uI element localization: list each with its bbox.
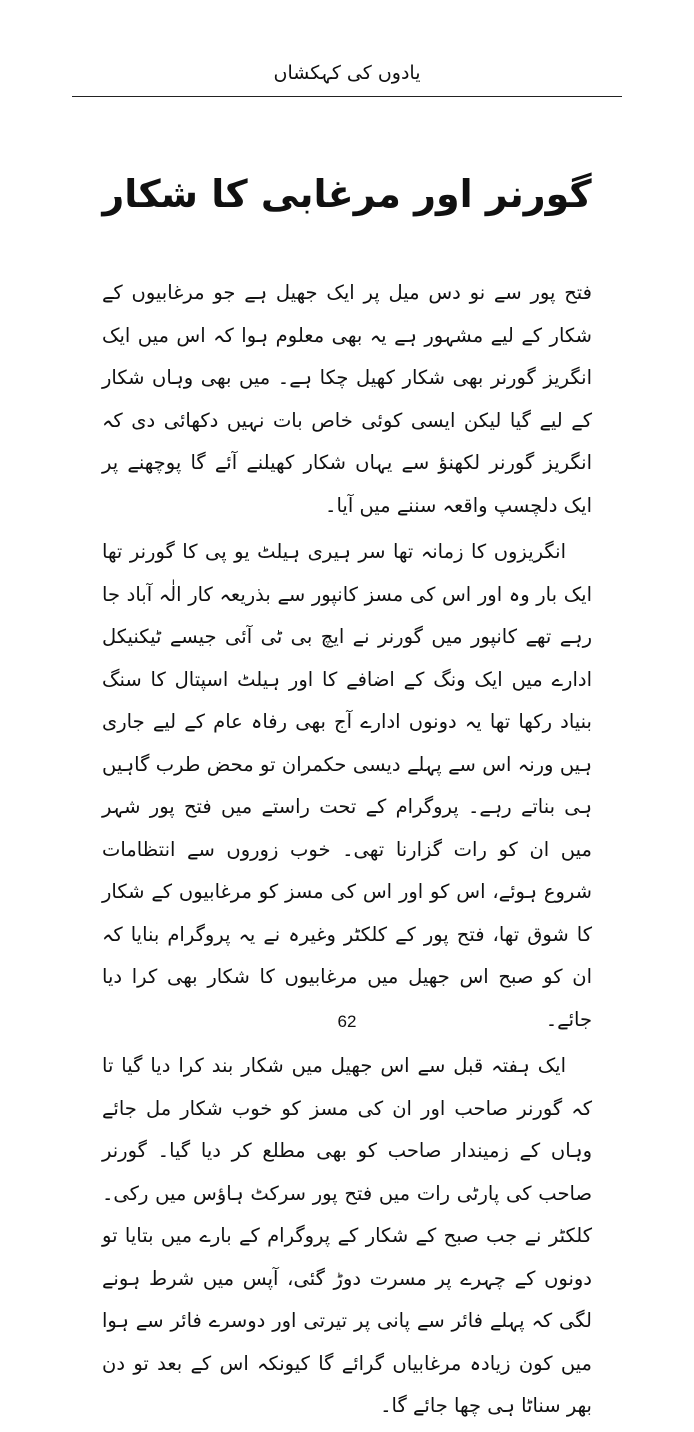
paragraph-3: ایک ہفتہ قبل سے اس جھیل میں شکار بند کرا دیا گیا تا کہ گورنر صاحب اور ان کی مسز کو خوب شکار مل جائے وہاں کے زمیندار صاحب کو بھی مطلع کر دیا گیا۔ گورنر صاحب کی پارٹی رات میں فتح پور سرکٹ ہاؤس میں رکی۔ کلکٹر نے جب صبح کے شکار کے پروگرام کے بارے میں بتایا تو دونوں کے چہرے پر مسرت دوڑ گئی، آپس میں شرط ہونے لگی کہ پہلے فائر سے پانی پر تیرتی اور دوسرے فائر سے ہوا میں کون زیادہ مرغابیاں گرائے گا کیونکہ اس کے بعد تو دن بھر سناٹا ہی چھا جائے گا۔ [102,1054,592,1417]
body-text [102,272,592,1432]
paragraph-2: انگریزوں کا زمانہ تھا سر ہیری ہیلٹ یو پی کا گورنر تھا ایک بار وہ اور اس کی مسز کانپور سے بذریعہ کار الٰہ آباد جا رہے تھے کانپور میں گورنر نے ایچ بی ٹی آئی جیسے ٹیکنیکل ادارے میں ایک ونگ کے اضافے کا اور ہیلٹ اسپتال کا سنگ بنیاد رکھا تھا یہ دونوں ادارے آج بھی رفاہ عام کے لیے جاری ہیں ورنہ اس سے پہلے دیسی حکمران تو محض طرب گاہیں ہی بناتے رہے۔ پروگرام کے تحت راستے میں فتح پور شہر میں ان کو رات گزارنا تھی۔ خوب زوروں سے انتظامات شروع ہوئے، اس کو اور اس کی مسز کو مرغابیوں کے شکار کا شوق تھا، فتح پور کے کلکٹر وغیرہ نے یہ پروگرام بنایا کہ ان کو صبح اس جھیل میں مرغابیوں کا شکار بھی کرا دیا جائے۔ [102,540,592,1031]
running-header: یادوں کی کہکشاں [273,62,421,84]
page-number: 62 [337,1012,357,1031]
paragraph-1: فتح پور سے نو دس میل پر ایک جھیل ہے جو مرغابیوں کے شکار کے لیے مشہور ہے یہ بھی معلوم ہوا کہ اس میں ایک انگریز گورنر بھی شکار کھیل چکا ہے۔ میں بھی وہاں شکار کے لیے گیا لیکن ایسی کوئی خاص بات نہیں دکھائی دی کہ انگریز گورنر لکھنؤ سے یہاں شکار کھیلنے آئے گا پوچھنے پر ایک دلچسپ واقعہ سننے میں آیا۔ [102,281,592,517]
chapter-title: گورنر اور مرغابی کا شکار [102,172,592,216]
header-rule [72,96,622,97]
